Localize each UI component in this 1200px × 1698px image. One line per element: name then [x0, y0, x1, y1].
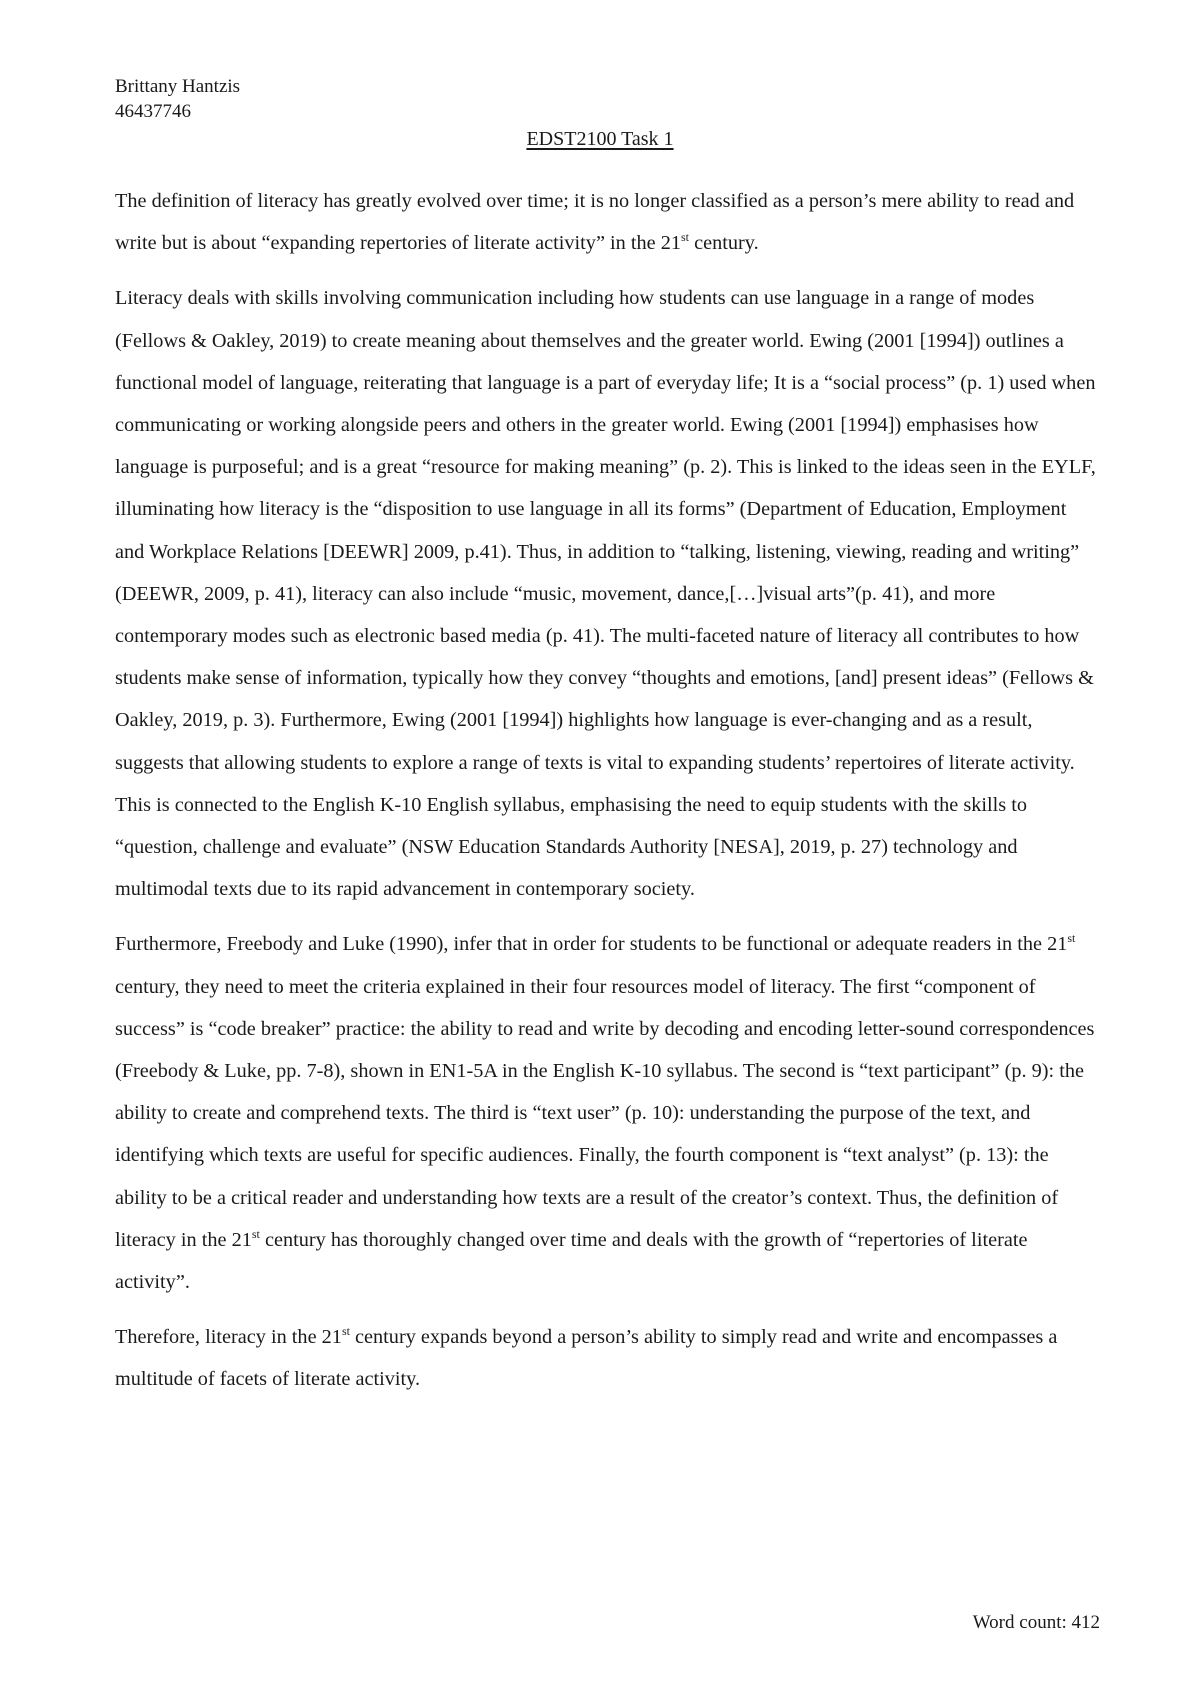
paragraph-text: century has thoroughly changed over time and deals with the growth of “repertories of literate activity”.: [115, 1228, 1028, 1294]
paragraph-text: Therefore, literacy in the 21: [115, 1326, 342, 1349]
ordinal-superscript: st: [681, 230, 690, 245]
paragraph-text: century.: [689, 232, 759, 255]
word-count: Word count: 412: [972, 1612, 1100, 1633]
ordinal-superscript: st: [341, 1324, 350, 1339]
body-paragraph: [115, 180, 1100, 264]
body-paragraph: [115, 277, 1100, 910]
document-title: EDST2100 Task 1: [526, 128, 674, 150]
author-name: Brittany Hantzis: [115, 76, 241, 97]
student-id: 46437746: [115, 101, 191, 122]
paragraph-text: century, they need to meet the criteria explained in their four resources model of literacy. The first “component of success” is “code breaker” practice: the ability to read and write by decoding and encoding letter-sound correspondences (Freebody & Luke, pp. 7-8), shown in EN1-5A in the English K-10 syllabus. The second is “text participant” (p. 9): the ability to create and comprehend texts. The third is “text user” (p. 10): understanding the purpose of the text, and identifying which texts are useful for specific audiences. Finally, the fourth component is “text analyst” (p. 13): the ability to be a critical reader and understanding how texts are a result of the creator’s context. Thus, the definition of literacy in the 21: [115, 975, 1095, 1251]
paragraph-text: century expands beyond a person’s ability to simply read and write and encompasses a multitude of facets of literate activity.: [115, 1326, 1058, 1391]
body-paragraph: [115, 1316, 1100, 1400]
body-paragraph: [115, 923, 1100, 1303]
paragraph-text: The definition of literacy has greatly evolved over time; it is no longer classified as a person’s mere ability to read and write but is about “expanding repertories of literate activity” in the 21: [115, 190, 1075, 255]
ordinal-superscript: st: [1067, 931, 1076, 946]
paragraph-text: Furthermore, Freebody and Luke (1990), infer that in order for students to be functional or adequate readers in the 21: [115, 933, 1068, 956]
paragraph-text: Literacy deals with skills involving communication including how students can use language in a range of modes (Fellows & Oakley, 2019) to create meaning about themselves and the greater world. Ewing (2001 [1994]) outlines a functional model of language, reiterating that language is a part of everyday life; It is a “social process” (p. 1) used when communicating or working alongside peers and others in the greater world. Ewing (2001 [1994]) emphasises how language is purposeful; and is a great “resource for making meaning” (p. 2). This is linked to the ideas seen in the EYLF, illuminating how literacy is the “disposition to use language in all its forms” (Department of Education, Employment and Workplace Relations [DEEWR] 2009, p.41). Thus, in addition to “talking, listening, viewing, reading and writing” (DEEWR, 2009, p. 41), literacy can also include “music, movement, dance,[…]visual arts”(p. 41), and more contemporary modes such as electronic based media (p. 41). The multi-faceted nature of literacy all contributes to how students make sense of information, typically how they convey “thoughts and emotions, [and] present ideas” (Fellows & Oakley, 2019, p. 3). Furthermore, Ewing (2001 [1994]) highlights how language is ever-changing and as a result, suggests that allowing students to explore a range of texts is vital to expanding students’ repertoires of literate activity. This is connected to the English K-10 English syllabus, emphasising the need to equip students with the skills to “question, challenge and evaluate” (NSW Education Standards Authority [NESA], 2019, p. 27) technology and multimodal texts due to its rapid advancement in contemporary society.: [115, 287, 1096, 901]
document-body: [115, 180, 1100, 1414]
ordinal-superscript: st: [251, 1226, 260, 1241]
author-block: [115, 74, 240, 124]
